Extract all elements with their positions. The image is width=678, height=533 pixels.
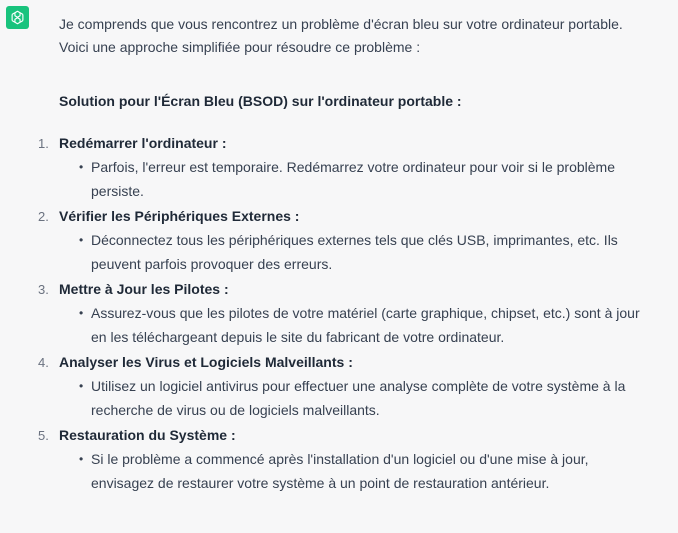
step-item xyxy=(38,350,678,422)
step-bullets xyxy=(38,374,678,422)
bullet-text-line-1: Utilisez un logiciel antivirus pour effectuer une analyse complète de votre système à la xyxy=(91,378,626,394)
bullet-text-line-2: peuvent parfois provoquer des erreurs. xyxy=(91,256,333,272)
bullet-dot-icon: • xyxy=(79,160,84,174)
bullet-text-line-2: envisagez de restaurer votre système à un point de restauration antérieur. xyxy=(91,475,550,491)
bullet-dot-icon: • xyxy=(79,306,84,320)
step-number: 1. xyxy=(38,136,49,151)
step-number: 2. xyxy=(38,209,49,224)
bullet-text-line-1: Si le problème a commencé après l'installation d'un logiciel ou d'une mise à jour, xyxy=(91,451,589,467)
bullet-text-line-1: Déconnectez tous les périphériques externes tels que clés USB, imprimantes, etc. Ils xyxy=(91,232,618,248)
bullet-text-line-2: recherche de virus ou de logiciels malveillants. xyxy=(91,402,380,418)
steps-list xyxy=(38,131,678,496)
step-title: Analyser les Virus et Logiciels Malveillants : xyxy=(59,354,353,370)
bullet-text-line-1: Parfois, l'erreur est temporaire. Redémarrez votre ordinateur pour voir si le problème xyxy=(91,159,616,175)
step-title: Mettre à Jour les Pilotes : xyxy=(59,281,229,297)
bullet-item xyxy=(79,374,678,422)
solution-heading: Solution pour l'Écran Bleu (BSOD) sur l'ordinateur portable : xyxy=(59,93,462,109)
step-title: Restauration du Système : xyxy=(59,427,236,443)
assistant-avatar xyxy=(6,6,29,29)
step-number: 4. xyxy=(38,355,49,370)
step-title: Vérifier les Périphériques Externes : xyxy=(59,208,300,224)
bullet-item xyxy=(79,155,678,203)
bullet-item xyxy=(79,447,678,495)
step-number: 5. xyxy=(38,428,49,443)
bullet-text-line-2: persiste. xyxy=(91,183,144,199)
intro-line-2: Voici une approche simplifiée pour résoudre ce problème : xyxy=(59,39,421,55)
step-title: Redémarrer l'ordinateur : xyxy=(59,135,227,151)
bullet-item xyxy=(79,228,678,276)
openai-logo-icon xyxy=(9,9,26,26)
bullet-text-line-1: Assurez-vous que les pilotes de votre matériel (carte graphique, chipset, etc.) sont à jour xyxy=(91,305,640,321)
step-item xyxy=(38,423,678,495)
bullet-text-line-2: en les téléchargeant depuis le site du fabricant de votre ordinateur. xyxy=(91,329,505,345)
intro-line-1: Je comprends que vous rencontrez un problème d'écran bleu sur votre ordinateur portable. xyxy=(59,16,623,32)
bullet-dot-icon: • xyxy=(79,452,84,466)
step-bullets xyxy=(38,301,678,349)
step-bullets xyxy=(38,228,678,276)
step-bullets xyxy=(38,447,678,495)
step-item xyxy=(38,131,678,203)
bullet-dot-icon: • xyxy=(79,379,84,393)
step-bullets xyxy=(38,155,678,203)
message-intro xyxy=(59,13,623,59)
step-number: 3. xyxy=(38,282,49,297)
bullet-dot-icon: • xyxy=(79,233,84,247)
bullet-item xyxy=(79,301,678,349)
step-item xyxy=(38,277,678,349)
step-item xyxy=(38,204,678,276)
